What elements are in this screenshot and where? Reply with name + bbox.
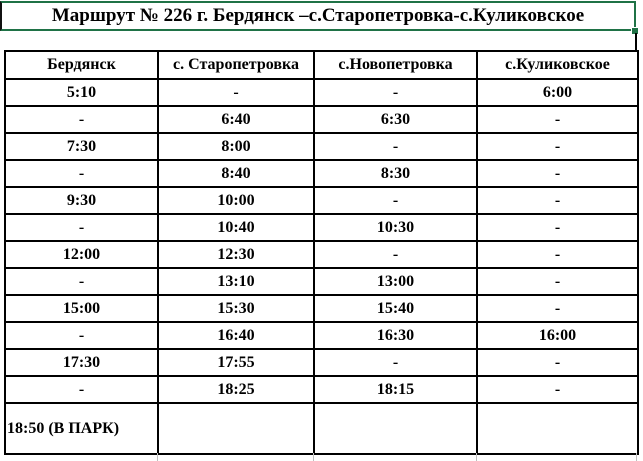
column-header[interactable]: с. Старопетровка	[158, 51, 314, 79]
schedule-cell[interactable]: 13:00	[314, 268, 477, 295]
schedule-cell[interactable]: -	[314, 133, 477, 160]
schedule-cell[interactable]: 5:10	[5, 79, 158, 106]
schedule-cell[interactable]: -	[5, 376, 158, 403]
schedule-cell[interactable]: -	[5, 214, 158, 241]
schedule-cell[interactable]: 16:40	[158, 322, 314, 349]
schedule-cell[interactable]: 15:30	[158, 295, 314, 322]
schedule-cell[interactable]: -	[477, 349, 638, 376]
schedule-table	[4, 50, 639, 455]
table-row	[5, 214, 638, 241]
column-header[interactable]: Бердянск	[5, 51, 158, 79]
schedule-cell[interactable]: -	[477, 214, 638, 241]
header-row	[5, 51, 638, 79]
column-header[interactable]: с.Куликовское	[477, 51, 638, 79]
schedule-cell[interactable]: -	[5, 160, 158, 187]
schedule-cell[interactable]: 15:40	[314, 295, 477, 322]
table-row	[5, 268, 638, 295]
table-row	[5, 241, 638, 268]
table-row	[5, 133, 638, 160]
right-border-segment	[635, 33, 637, 51]
table-row	[5, 79, 638, 106]
schedule-cell[interactable]: -	[158, 79, 314, 106]
schedule-cell[interactable]: 17:30	[5, 349, 158, 376]
schedule-cell[interactable]: -	[314, 187, 477, 214]
schedule-header	[5, 51, 638, 79]
table-row	[5, 322, 638, 349]
schedule-cell[interactable]	[158, 403, 314, 454]
gridline-stub	[636, 453, 637, 461]
schedule-cell[interactable]: -	[5, 268, 158, 295]
schedule-cell[interactable]: 16:30	[314, 322, 477, 349]
schedule-cell[interactable]: -	[5, 106, 158, 133]
schedule-cell[interactable]: 18:50 (В ПАРК)	[5, 403, 158, 454]
schedule-cell[interactable]: 18:25	[158, 376, 314, 403]
schedule-cell[interactable]: 18:15	[314, 376, 477, 403]
schedule-cell[interactable]: 6:30	[314, 106, 477, 133]
schedule-cell[interactable]: -	[477, 241, 638, 268]
schedule-cell[interactable]: 10:00	[158, 187, 314, 214]
schedule-cell[interactable]: -	[477, 268, 638, 295]
schedule-cell[interactable]: 9:30	[5, 187, 158, 214]
schedule-cell[interactable]: 12:30	[158, 241, 314, 268]
schedule-cell[interactable]	[314, 403, 477, 454]
schedule-cell[interactable]: 10:30	[314, 214, 477, 241]
schedule-cell[interactable]: -	[477, 295, 638, 322]
schedule-cell[interactable]: 10:40	[158, 214, 314, 241]
table-row	[5, 106, 638, 133]
schedule-cell[interactable]: 7:30	[5, 133, 158, 160]
table-row	[5, 349, 638, 376]
route-title: Маршрут № 226 г. Бердянск –с.Старопетровка-с.Куликовское	[51, 5, 585, 26]
gridline-stub	[476, 453, 477, 461]
schedule-cell[interactable]: -	[314, 349, 477, 376]
schedule-cell[interactable]: 8:00	[158, 133, 314, 160]
schedule-cell[interactable]: 6:00	[477, 79, 638, 106]
schedule-cell[interactable]: -	[314, 241, 477, 268]
schedule-cell[interactable]: 16:00	[477, 322, 638, 349]
route-title-cell[interactable]	[0, 1, 636, 31]
table-row	[5, 295, 638, 322]
schedule-cell[interactable]: 8:30	[314, 160, 477, 187]
schedule-cell[interactable]: -	[477, 160, 638, 187]
schedule-cell[interactable]: -	[477, 376, 638, 403]
schedule-cell[interactable]: -	[477, 133, 638, 160]
schedule-cell[interactable]: -	[477, 187, 638, 214]
schedule-cell[interactable]: 13:10	[158, 268, 314, 295]
schedule-cell[interactable]: 17:55	[158, 349, 314, 376]
schedule-cell[interactable]: 15:00	[5, 295, 158, 322]
schedule-cell[interactable]: -	[5, 322, 158, 349]
table-row	[5, 160, 638, 187]
schedule-cell[interactable]: 8:40	[158, 160, 314, 187]
table-row	[5, 187, 638, 214]
gridline-stub	[313, 453, 314, 461]
column-header[interactable]: с.Новопетровка	[314, 51, 477, 79]
schedule-cell[interactable]: -	[477, 106, 638, 133]
schedule-body	[5, 79, 638, 454]
table-row	[5, 403, 638, 454]
schedule-cell[interactable]: 12:00	[5, 241, 158, 268]
schedule-cell[interactable]	[477, 403, 638, 454]
table-row	[5, 376, 638, 403]
schedule-cell[interactable]: -	[314, 79, 477, 106]
schedule-cell[interactable]: 6:40	[158, 106, 314, 133]
gridline-stub	[157, 453, 158, 461]
